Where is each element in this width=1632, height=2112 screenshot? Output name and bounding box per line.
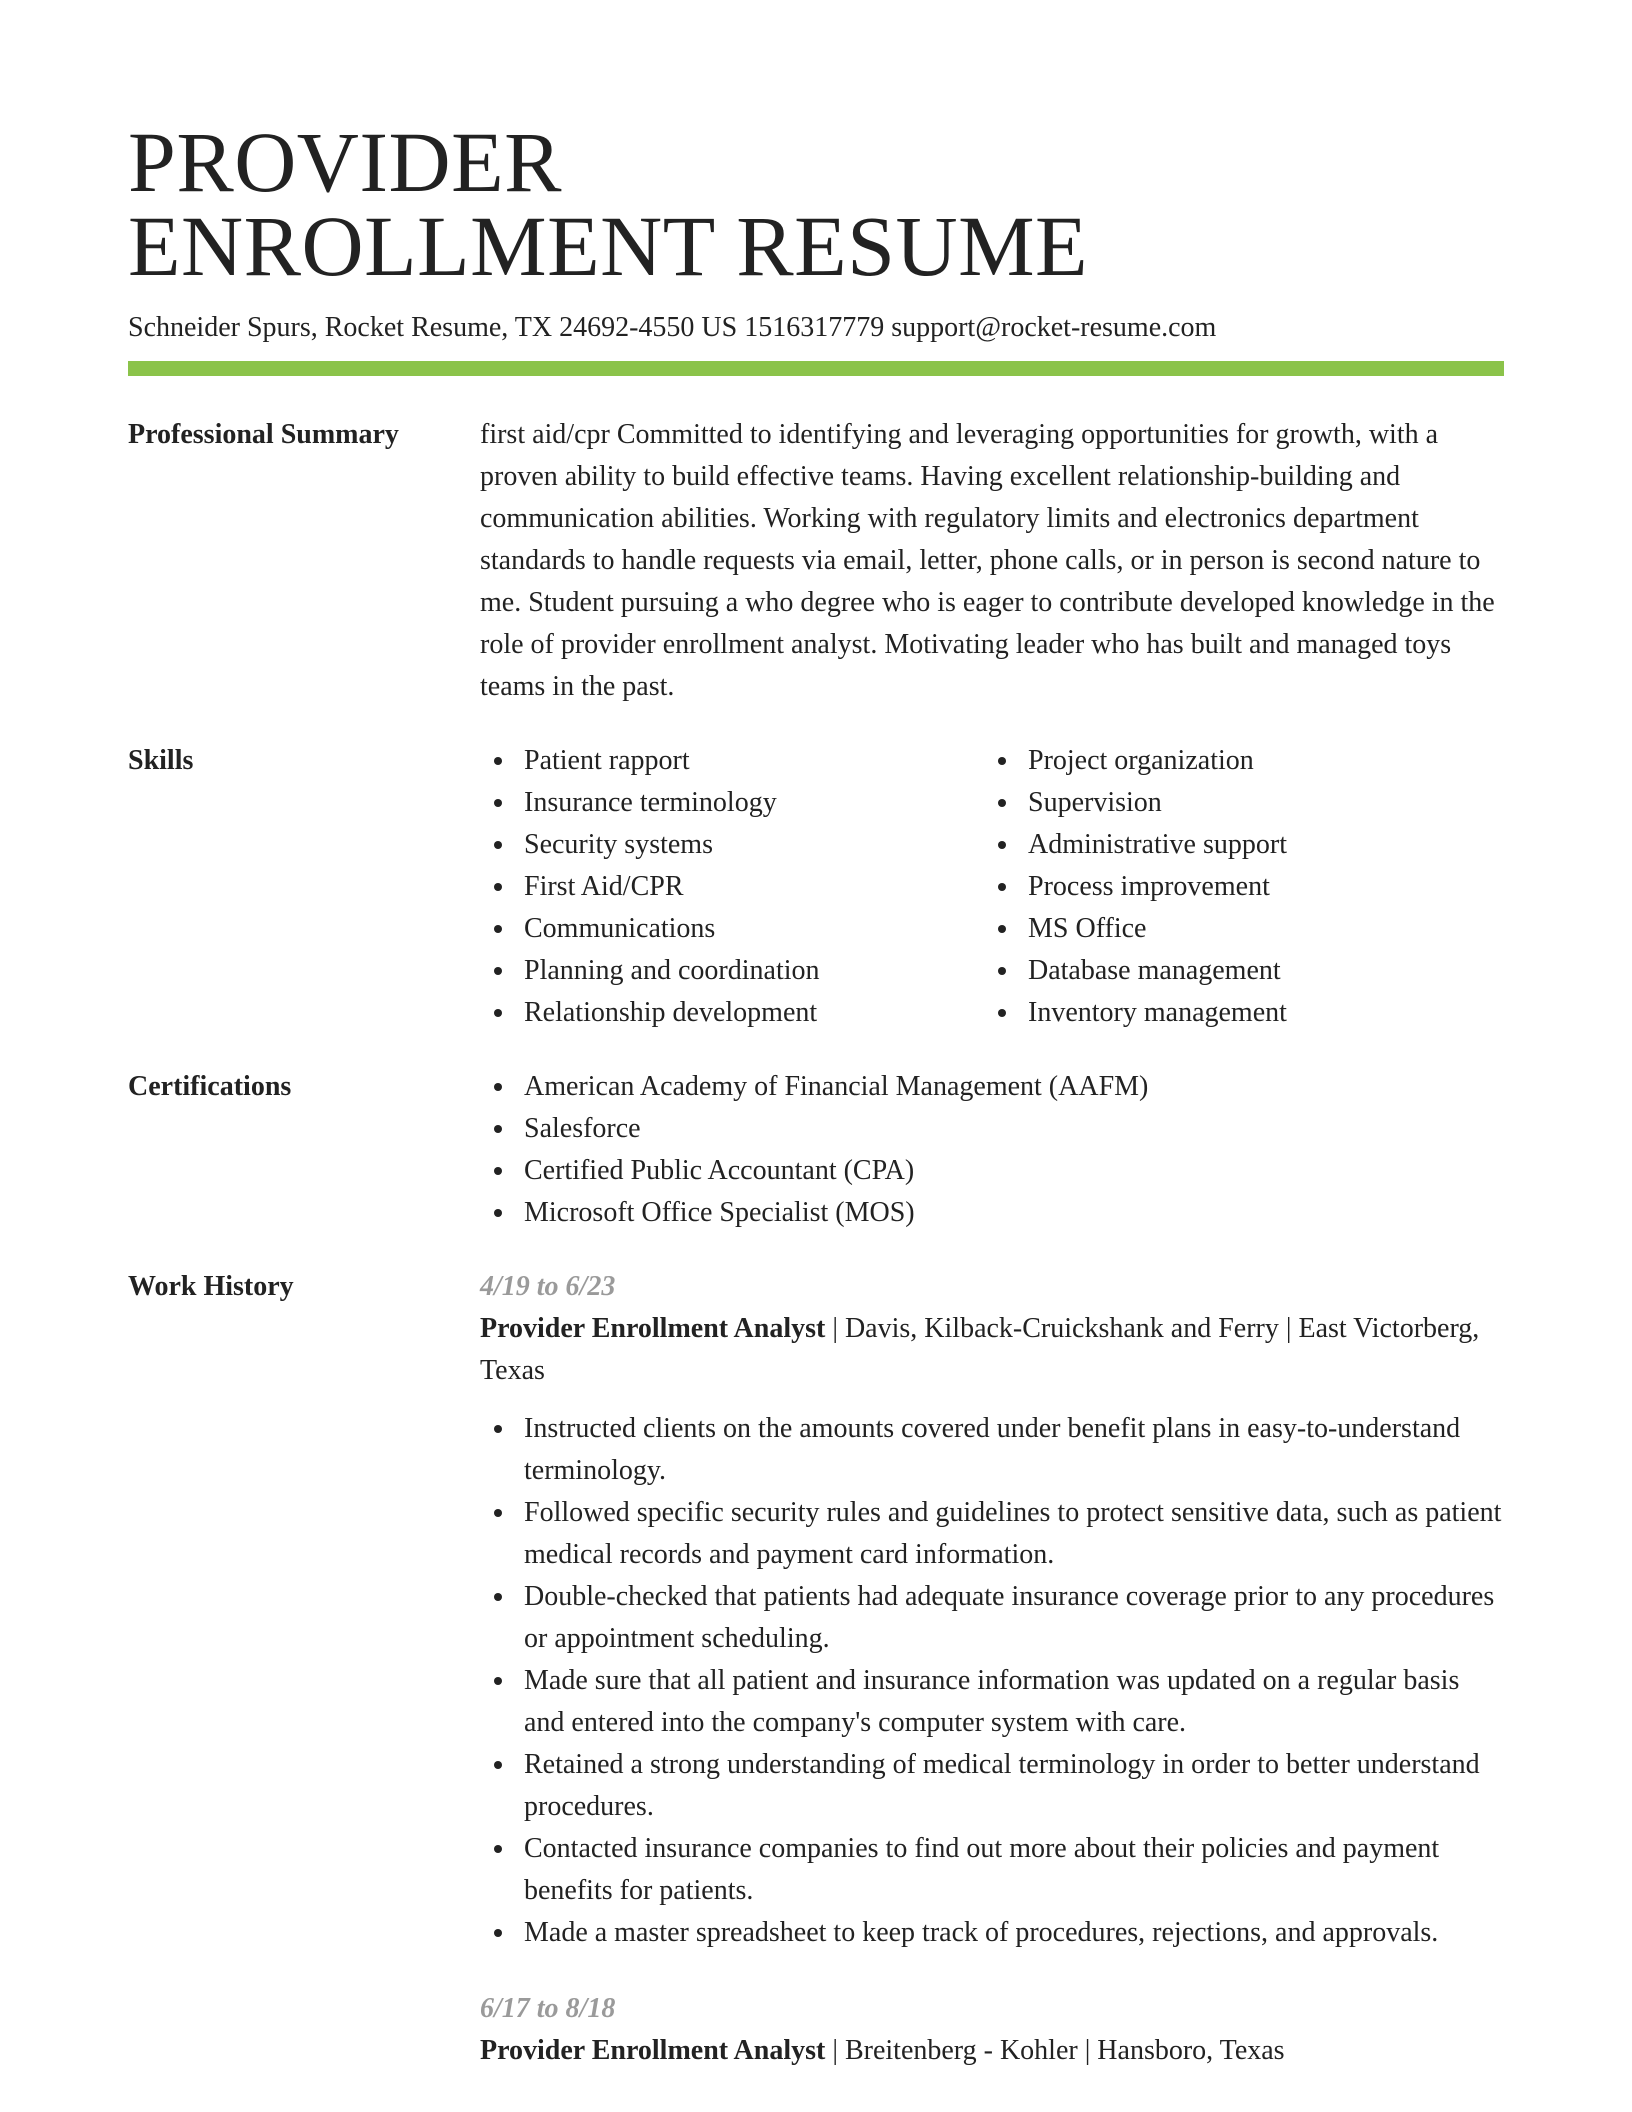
resume-title	[128, 114, 1504, 294]
skill-item: Inventory management	[984, 992, 1488, 1034]
certification-item: Certified Public Accountant (CPA)	[480, 1150, 1504, 1192]
skill-item: Patient rapport	[480, 740, 984, 782]
skills-label: Skills	[128, 745, 194, 776]
skill-item: Administrative support	[984, 824, 1488, 866]
job-title: Provider Enrollment Analyst	[480, 2035, 826, 2066]
certifications-body	[480, 1066, 1504, 1234]
certifications-section	[128, 1066, 1504, 1234]
title-line-1: PROVIDER	[128, 114, 563, 210]
certifications-list	[480, 1066, 1504, 1234]
job-title: Provider Enrollment Analyst	[480, 1313, 826, 1344]
skills-list-left	[480, 740, 984, 1034]
skill-item: Supervision	[984, 782, 1488, 824]
job-dates: 6/17 to 8/18	[480, 1993, 616, 2024]
summary-text: first aid/cpr Committed to identifying and leveraging opportunities for growth, with a proven ability to build effective teams. Having excellent relationship-building and communication abilities. Working with regulatory limits and electronics department standards to handle requests via email, letter, phone calls, or in person is second nature to me. Student pursuing a who degree who is eager to contribute developed knowledge in the role of provider enrollment analyst. Motivating leader who has built and managed toys teams in the past.	[480, 419, 1495, 702]
skills-body	[480, 740, 1504, 1034]
skill-item: Communications	[480, 908, 984, 950]
job-duty: Contacted insurance companies to find out more about their policies and payment benefits for patients.	[480, 1828, 1504, 1912]
skills-grid	[480, 740, 1504, 1034]
work-history-section	[128, 1266, 1504, 2088]
skill-item: MS Office	[984, 908, 1488, 950]
contact-line: Schneider Spurs, Rocket Resume, TX 24692-4550 US 1516317779 support@rocket-resume.com	[128, 312, 1217, 343]
skill-item: Insurance terminology	[480, 782, 984, 824]
accent-divider	[128, 361, 1504, 376]
certification-item: Microsoft Office Specialist (MOS)	[480, 1192, 1504, 1234]
skill-item: Planning and coordination	[480, 950, 984, 992]
job-duties-list	[480, 1408, 1504, 1954]
certification-item: American Academy of Financial Management (AAFM)	[480, 1066, 1504, 1108]
skill-item: Relationship development	[480, 992, 984, 1034]
skill-item: Project organization	[984, 740, 1488, 782]
job-duty: Instructed clients on the amounts covered under benefit plans in easy-to-understand terminology.	[480, 1408, 1504, 1492]
skill-item: Security systems	[480, 824, 984, 866]
job-duty: Followed specific security rules and guidelines to protect sensitive data, such as patient medical records and payment card information.	[480, 1492, 1504, 1576]
job-details: | Breitenberg - Kohler | Hansboro, Texas	[825, 2035, 1285, 2066]
summary-label: Professional Summary	[128, 419, 399, 450]
job-duty: Made a master spreadsheet to keep track of procedures, rejections, and approvals.	[480, 1912, 1504, 1954]
work-history-label: Work History	[128, 1271, 294, 1302]
skills-section	[128, 740, 1504, 1034]
skill-item: First Aid/CPR	[480, 866, 984, 908]
job-dates: 4/19 to 6/23	[480, 1271, 616, 1302]
title-line-2: ENROLLMENT RESUME	[128, 198, 1089, 294]
summary-section	[128, 414, 1504, 708]
job-entry	[480, 1266, 1504, 1954]
job-duty: Double-checked that patients had adequate insurance coverage prior to any procedures or appointment scheduling.	[480, 1576, 1504, 1660]
work-history-body	[480, 1266, 1504, 2088]
job-heading	[480, 1308, 1504, 1392]
job-duty: Retained a strong understanding of medical terminology in order to better understand procedures.	[480, 1744, 1504, 1828]
certification-item: Salesforce	[480, 1108, 1504, 1150]
job-heading	[480, 2030, 1504, 2072]
certifications-label: Certifications	[128, 1071, 292, 1102]
job-details: | Davis, Kilback-Cruickshank and Ferry | East Victorberg, Texas	[480, 1313, 1480, 1386]
job-duty: Made sure that all patient and insurance information was updated on a regular basis and entered into the company's computer system with care.	[480, 1660, 1504, 1744]
skill-item: Process improvement	[984, 866, 1488, 908]
skill-item: Database management	[984, 950, 1488, 992]
skills-list-right	[984, 740, 1488, 1034]
job-entry	[480, 1988, 1504, 2072]
